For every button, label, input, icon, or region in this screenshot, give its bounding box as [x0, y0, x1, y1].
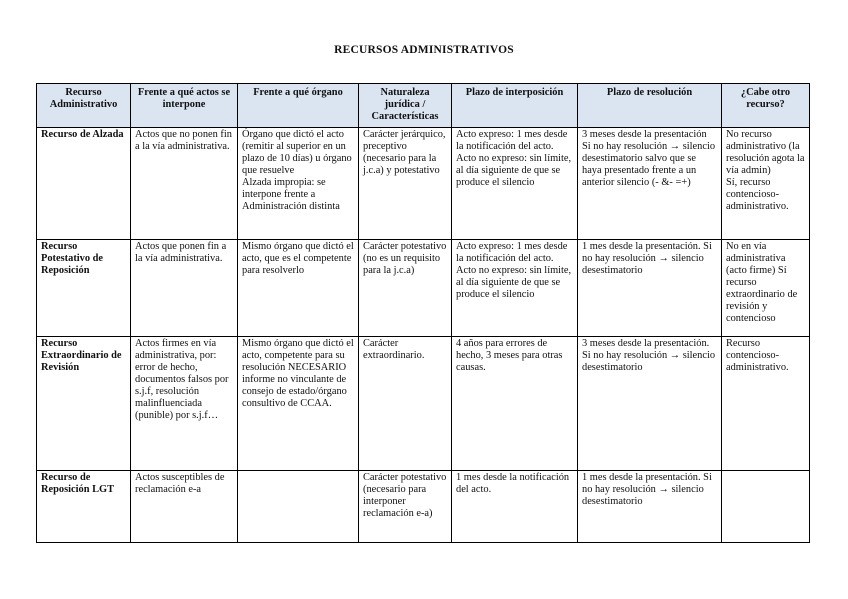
cell-resolucion	[578, 128, 722, 240]
header-actos: Frente a qué actos se interpone	[131, 84, 238, 128]
table-header-row	[37, 84, 810, 128]
cell-organo	[238, 471, 359, 543]
cell-organo	[238, 240, 359, 337]
cell-interposicion	[452, 337, 578, 471]
cell-line: Recurso contencioso-administrativo.	[726, 338, 789, 373]
cell-line: Mismo órgano que dictó el acto, competente para su resolución NECESARIO informe no vinculante de consejo de estado/órgano consultivo de CCAA.	[242, 338, 354, 409]
cell-line: 4 años para errores de hecho, 3 meses para otras causas.	[456, 338, 563, 373]
cell-line: Mismo órgano que dictó el acto, que es el competente para resolverlo	[242, 241, 354, 276]
cell-organo	[238, 128, 359, 240]
cell-line: Acto expreso: 1 mes desde la notificación del acto.	[456, 129, 568, 152]
cell-actos: Actos firmes en vía administrativa, por: error de hecho, documentos falsos por s.j.f, resolución malinfluenciada (punible) por s.j.f…	[131, 337, 238, 471]
cell-recurso: Recurso Potestativo de Reposición	[37, 240, 131, 337]
recursos-table	[36, 83, 810, 543]
cell-otro-recurso	[722, 337, 810, 471]
cell-line: 1 mes desde la notificación del acto.	[456, 472, 570, 495]
header-resolucion: Plazo de resolución	[578, 84, 722, 128]
cell-naturaleza: Carácter extraordinario.	[359, 337, 452, 471]
cell-actos: Actos que ponen fin a la vía administrativa.	[131, 240, 238, 337]
cell-organo	[238, 337, 359, 471]
cell-naturaleza: Carácter potestativo (necesario para interponer reclamación e-a)	[359, 471, 452, 543]
cell-line: Alzada impropia: se interpone frente a Administración distinta	[242, 177, 340, 212]
cell-line: 3 meses desde la presentación	[582, 129, 707, 140]
cell-line: 1 mes desde la presentación. Si no hay resolución → silencio desestimatorio	[582, 241, 712, 276]
cell-resolucion	[578, 240, 722, 337]
header-otro-recurso: ¿Cabe otro recurso?	[722, 84, 810, 128]
cell-resolucion	[578, 337, 722, 471]
cell-resolucion	[578, 471, 722, 543]
cell-line: Acto no expreso: sin límite, al día siguiente de que se produce el silencio	[456, 153, 572, 188]
cell-line: Acto expreso: 1 mes desde la notificación del acto.	[456, 241, 568, 264]
cell-otro-recurso	[722, 240, 810, 337]
cell-recurso: Recurso de Alzada	[37, 128, 131, 240]
cell-actos: Actos susceptibles de reclamación e-a	[131, 471, 238, 543]
cell-line: Si no hay resolución → silencio desestimatorio salvo que se haya presentado frente a un anterior silencio (- &- =+)	[582, 141, 716, 188]
header-recurso: Recurso Administrativo	[37, 84, 131, 128]
header-organo: Frente a qué órgano	[238, 84, 359, 128]
cell-interposicion	[452, 471, 578, 543]
header-interposicion: Plazo de interposición	[452, 84, 578, 128]
cell-recurso: Recurso Extraordinario de Revisión	[37, 337, 131, 471]
table-row	[37, 128, 810, 240]
cell-interposicion	[452, 128, 578, 240]
header-naturaleza: Naturaleza jurídica / Características	[359, 84, 452, 128]
cell-actos: Actos que no ponen fin a la vía administrativa.	[131, 128, 238, 240]
cell-recurso: Recurso de Reposición LGT	[37, 471, 131, 543]
table-row	[37, 240, 810, 337]
cell-line: 1 mes desde la presentación. Si no hay resolución → silencio desestimatorio	[582, 472, 712, 507]
cell-interposicion	[452, 240, 578, 337]
cell-line: Acto no expreso: sin límite, al día siguiente de que se produce el silencio	[456, 265, 572, 300]
cell-otro-recurso	[722, 471, 810, 543]
cell-line: No recurso administrativo (la resolución agota la vía admin)	[726, 129, 805, 176]
cell-line: Órgano que dictó el acto (remitir al superior en un plazo de 10 días) u órgano que resuelve	[242, 129, 352, 176]
cell-naturaleza: Carácter jerárquico, preceptivo (necesario para la j.c.a) y potestativo	[359, 128, 452, 240]
cell-line: No en vía administrativa (acto firme) Sí recurso extraordinario de revisión y contencioso	[726, 241, 798, 324]
cell-otro-recurso	[722, 128, 810, 240]
cell-naturaleza: Carácter potestativo (no es un requisito para la j.c.a)	[359, 240, 452, 337]
cell-line: 3 meses desde la presentación. Si no hay resolución → silencio desestimatorio	[582, 338, 716, 373]
page-title: RECURSOS ADMINISTRATIVOS	[334, 44, 514, 56]
cell-line: Sí, recurso contencioso-administrativo.	[726, 177, 789, 212]
table-row	[37, 471, 810, 543]
table-row	[37, 337, 810, 471]
